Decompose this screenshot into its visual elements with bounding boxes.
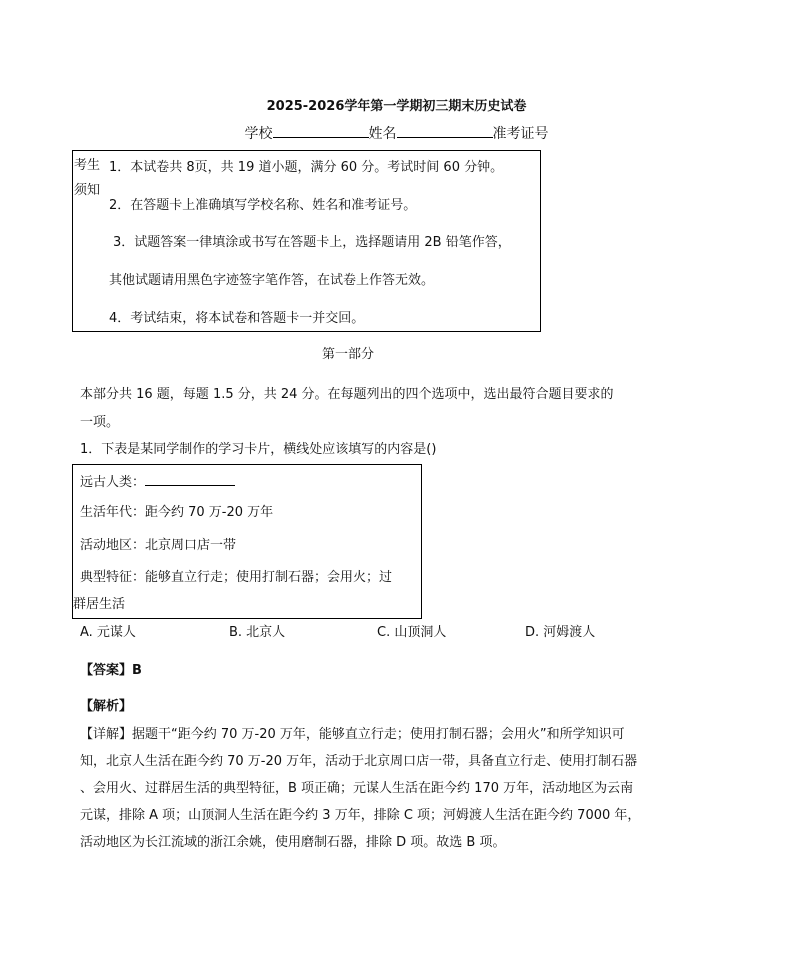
school-label: 学校 (244, 126, 273, 142)
notice-item: 其他试题请用黑色字迹签字笔作答，在试卷上作答无效。 (109, 273, 435, 288)
name-label: 姓名 (368, 126, 397, 142)
answer-label: 【答案】B (80, 663, 142, 678)
student-info-line (0, 123, 793, 143)
analysis-label: 【解析】 (80, 699, 133, 714)
study-card (72, 464, 422, 619)
card-answer-blank (145, 471, 235, 486)
card-line-features-cont: 群居生活 (73, 597, 126, 612)
school-blank[interactable] (273, 123, 369, 138)
notice-box (72, 150, 541, 332)
card-line-ancient-human (80, 471, 235, 490)
notice-label-line2: 须知 (74, 183, 101, 198)
name-blank[interactable] (397, 123, 493, 138)
notice-item: 4．考试结束，将本试卷和答题卡一并交回。 (109, 311, 365, 326)
option-a[interactable]: A. 元谋人 (80, 625, 136, 640)
notice-label-line1: 考生 (74, 158, 101, 173)
part-title: 第一部分 (321, 347, 374, 362)
option-b[interactable]: B. 北京人 (229, 625, 286, 640)
option-d[interactable]: D. 河姆渡人 (525, 625, 596, 640)
detail-line: 【详解】据题干“距今约 70 万-20 万年，能够直立行走；使用打制石器；会用火”和所学知识可 (80, 727, 625, 742)
option-c[interactable]: C. 山顶洞人 (377, 625, 447, 640)
question-stem: 1．下表是某同学制作的学习卡片，横线处应该填写的内容是() (80, 442, 437, 457)
notice-label (73, 151, 106, 333)
detail-line: 元谋，排除 A 项；山顶洞人生活在距今约 3 万年，排除 C 项；河姆渡人生活在距今约 7000 年， (80, 808, 641, 823)
card-label: 远古人类： (80, 475, 146, 490)
part-intro-line1: 本部分共 16 题，每题 1.5 分，共 24 分。在每题列出的四个选项中，选出最符合题目要求的 (80, 387, 614, 402)
notice-item: 1．本试卷共 8页，共 19 道小题，满分 60 分。考试时间 60 分钟。 (109, 160, 504, 175)
notice-item: 3．试题答案一律填涂或书写在答题卡上，选择题请用 2B 铅笔作答， (113, 235, 511, 250)
exam-title: 2025-2026学年第一学期初三期末历史试卷 (266, 99, 527, 114)
card-line-region: 活动地区：北京周口店一带 (80, 538, 237, 553)
card-line-era: 生活年代：距今约 70 万-20 万年 (80, 505, 274, 520)
notice-item: 2．在答题卡上准确填写学校名称、姓名和准考证号。 (109, 198, 417, 213)
exam-no-label: 准考证号 (492, 126, 549, 142)
card-line-features: 典型特征：能够直立行走；使用打制石器；会用火；过 (80, 570, 393, 585)
detail-line: 、会用火、过群居生活的典型特征，B 项正确；元谋人生活在距今约 170 万年，活动地区为云南 (80, 781, 634, 796)
part-intro-line2: 一项。 (80, 415, 120, 430)
detail-line: 知，北京人生活在距今约 70 万-20 万年，活动于北京周口店一带，具备直立行走、使用打制石器 (80, 754, 638, 769)
detail-line: 活动地区为长江流域的浙江余姚，使用磨制石器，排除 D 项。故选 B 项。 (80, 835, 506, 850)
